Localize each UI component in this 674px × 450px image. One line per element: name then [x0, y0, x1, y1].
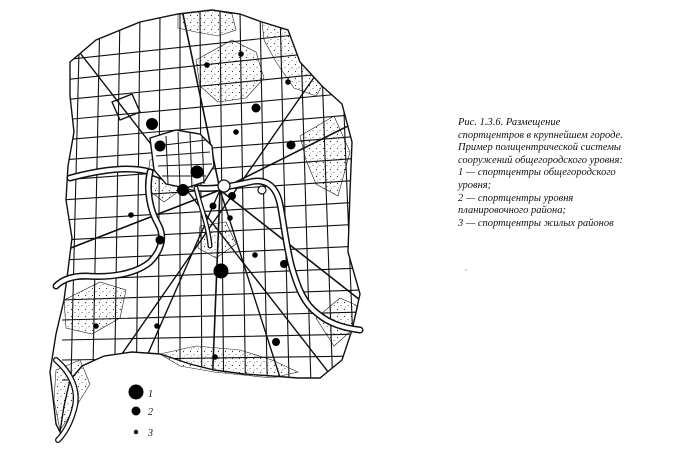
sport-centre-level3 — [252, 252, 258, 258]
sport-centre-level2 — [210, 203, 217, 210]
caption-line: 3 — спортцентры жилых районов — [458, 217, 614, 229]
sport-centre-level3 — [238, 51, 244, 57]
sport-centre-level3 — [227, 215, 233, 221]
legend-label-1: 1 — [148, 389, 153, 400]
caption-line: 2 — спортцентры уровня — [458, 192, 574, 204]
caption-line: планировочного района; — [458, 205, 566, 217]
sport-centre-level3 — [93, 323, 99, 329]
caption-title: Рис. 1.3.6. Размещение — [458, 117, 561, 128]
caption-line: Пример полицентрической системы — [458, 142, 622, 154]
legend-label-2: 2 — [148, 407, 153, 418]
figure-caption — [458, 117, 668, 230]
sport-centre-level3 — [128, 212, 134, 218]
sport-centre-level3 — [285, 79, 291, 85]
legend-label-3: 3 — [148, 428, 153, 439]
sport-centre-level2 — [287, 141, 296, 150]
sport-centre-level3 — [212, 354, 218, 360]
legend-symbol-2 — [132, 407, 141, 416]
sport-centre-level1 — [177, 184, 189, 196]
caption-line: сооружений общегородского уровня: — [458, 154, 623, 166]
sport-centre-level2 — [272, 338, 280, 346]
legend-symbol-1 — [129, 385, 144, 400]
legend-symbols — [129, 385, 144, 435]
sport-centre-level1 — [146, 118, 158, 130]
sport-centre-level2 — [280, 260, 288, 268]
sport-centre-level2 — [228, 192, 236, 200]
caption-line: спортцентров в крупнейшем городе. — [458, 129, 623, 141]
caption-line: уровня; — [458, 179, 492, 191]
sport-centre-level3 — [204, 62, 210, 68]
print-speck — [465, 269, 466, 270]
sport-centre-level3 — [154, 323, 160, 329]
caption-line: 1 — спортцентры общегородского — [458, 167, 616, 179]
sport-centre-level1 — [155, 141, 166, 152]
sport-centre-level1 — [191, 166, 204, 179]
legend-symbol-3 — [134, 430, 138, 434]
sport-centre-level3 — [233, 129, 239, 135]
sport-centre-level2 — [252, 104, 261, 113]
sport-centre-level1 — [214, 264, 229, 279]
sport-centre-level2 — [156, 236, 165, 245]
